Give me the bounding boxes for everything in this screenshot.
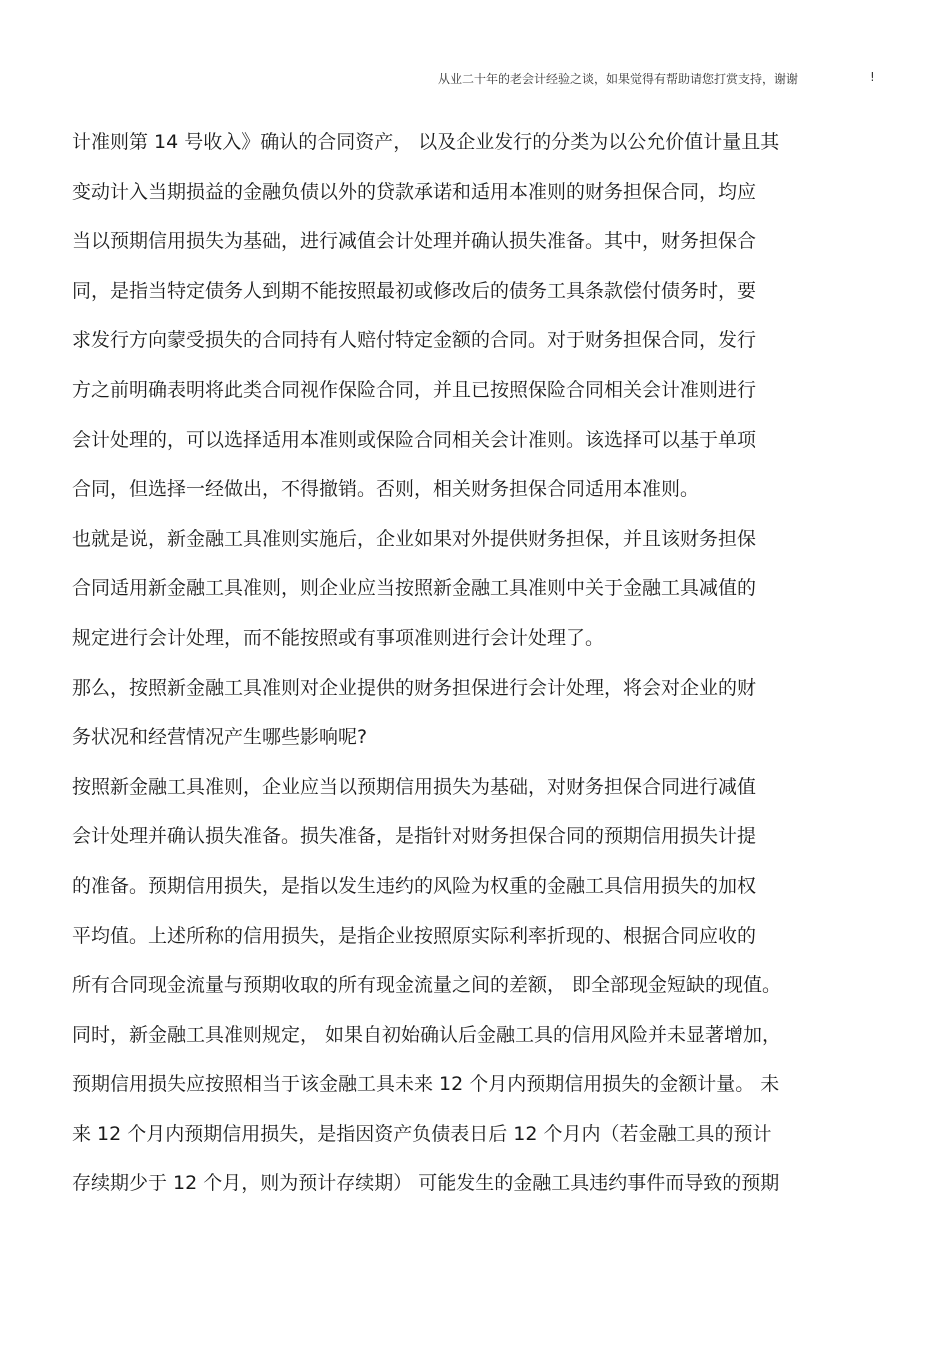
- text-line: 来 12 个月内预期信用损失，是指因资产负债表日后 12 个月内（若金融工具的预计: [72, 1122, 772, 1145]
- text-line: 同，是指当特定债务人到期不能按照最初或修改后的债务工具条款偿付债务时，要: [72, 279, 757, 302]
- text-line: 同时，新金融工具准则规定， 如果自初始确认后金融工具的信用风险并未显著增加，: [72, 1023, 782, 1046]
- text-line: 所有合同现金流量与预期收取的所有现金流量之间的差额， 即全部现金短缺的现值。: [72, 974, 782, 997]
- text-line: 变动计入当期损益的金融负债以外的贷款承诺和适用本准则的财务担保合同，均应: [72, 180, 757, 203]
- text-line: 会计处理的，可以选择适用本准则或保险合同相关会计准则。该选择可以基于单项: [72, 428, 757, 451]
- text-line: 的准备。预期信用损失，是指以发生违约的风险为权重的金融工具信用损失的加权: [72, 874, 757, 897]
- body-text: [72, 124, 892, 1215]
- text-line: 合同适用新金融工具准则，则企业应当按照新金融工具准则中关于金融工具减值的: [72, 577, 757, 600]
- text-line: 按照新金融工具准则，企业应当以预期信用损失为基础，对财务担保合同进行减值: [72, 775, 757, 798]
- text-line: 务状况和经营情况产生哪些影响呢?: [72, 726, 368, 749]
- header-text: 从业二十年的老会计经验之谈，如果觉得有帮助请您打赏支持，谢谢: [438, 72, 799, 86]
- text-line: 平均值。上述所称的信用损失，是指企业按照原实际利率折现的、根据合同应收的: [72, 924, 757, 947]
- text-line: 计准则第 14 号收入》确认的合同资产， 以及企业发行的分类为以公允价值计量且其: [72, 131, 780, 153]
- text-line: 那么，按照新金融工具准则对企业提供的财务担保进行会计处理，将会对企业的财: [72, 676, 757, 699]
- text-line: 方之前明确表明将此类合同视作保险合同，并且已按照保险合同相关会计准则进行: [72, 378, 757, 401]
- text-line: 当以预期信用损失为基础，进行减值会计处理并确认损失准备。其中，财务担保合: [72, 230, 757, 253]
- text-line: 存续期少于 12 个月，则为预计存续期） 可能发生的金融工具违约事件而导致的预期: [72, 1172, 780, 1195]
- text-line: 合同，但选择一经做出，不得撤销。否则，相关财务担保合同适用本准则。: [72, 478, 700, 501]
- text-line: 会计处理并确认损失准备。损失准备，是指针对财务担保合同的预期信用损失计提: [72, 825, 757, 848]
- text-line: 规定进行会计处理，而不能按照或有事项准则进行会计处理了。: [72, 626, 605, 649]
- text-line: 预期信用损失应按照相当于该金融工具未来 12 个月内预期信用损失的金额计量。 未: [72, 1073, 780, 1096]
- text-line: 也就是说，新金融工具准则实施后，企业如果对外提供财务担保，并且该财务担保: [72, 527, 757, 550]
- page-header: [438, 70, 875, 87]
- text-line: 求发行方向蒙受损失的合同持有人赔付特定金额的合同。对于财务担保合同，发行: [72, 329, 757, 352]
- header-exclamation: !: [870, 70, 875, 84]
